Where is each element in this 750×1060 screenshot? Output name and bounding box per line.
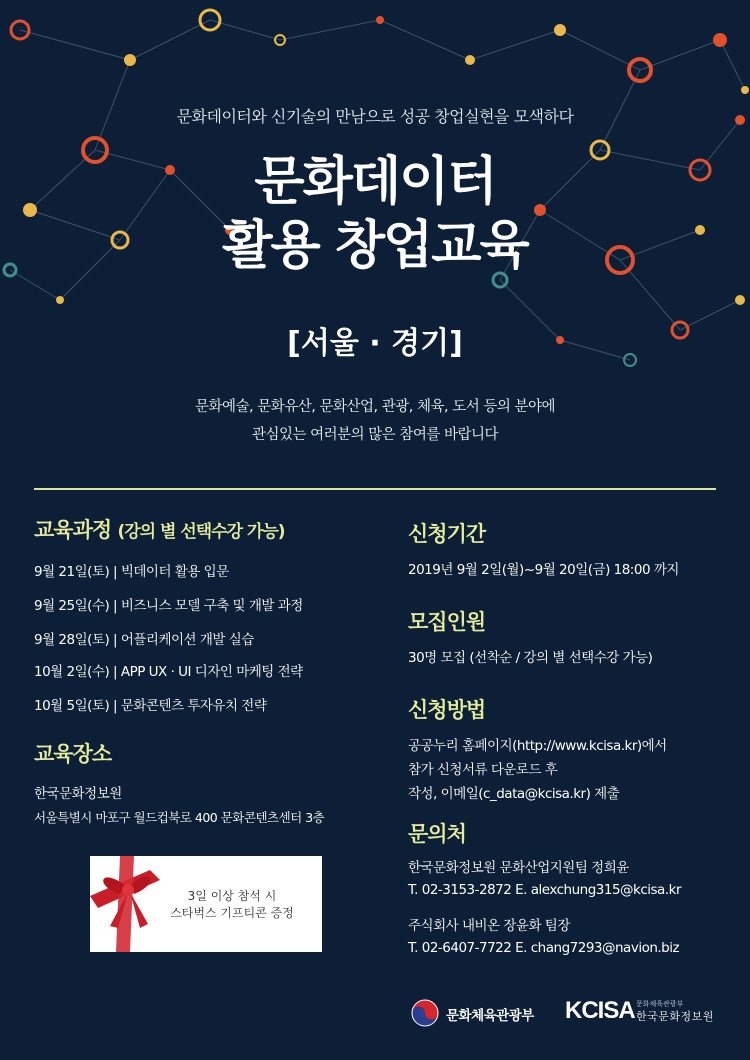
intro-line-1: 문화예술, 문화유산, 문화산업, 관광, 체육, 도서 등의 분야에	[195, 399, 555, 415]
recruitment-heading: 모집인원	[408, 610, 486, 634]
curriculum-subtitle: (강의 별 선택수강 가능)	[117, 522, 285, 542]
title-line-2: 활용 창업교육	[222, 216, 528, 276]
curriculum-heading	[34, 514, 285, 544]
title-line-1: 문화데이터	[254, 152, 496, 212]
region-label: [서울 · 경기]	[287, 326, 463, 361]
page-title	[0, 150, 750, 278]
gift-card	[90, 856, 322, 952]
mcst-logo-text: 문화체육관광부	[446, 1008, 534, 1024]
tagline: 문화데이터와 신기술의 만남으로 성공 창업실현을 모색하다	[176, 107, 574, 126]
curriculum-item: 9월 28일(토) | 어플리케이션 개발 실습	[34, 632, 254, 648]
application-period-heading: 신청기간	[408, 522, 486, 546]
application-method-line: 참가 신청서류 다운로드 후	[408, 762, 558, 778]
divider	[34, 488, 716, 490]
venue-address: 서울특별시 마포구 월드컵북로 400 문화콘텐츠센터 3층	[34, 810, 325, 825]
application-period-text: 2019년 9월 2일(월)~9월 20일(금) 18:00 까지	[408, 562, 679, 578]
intro-text	[0, 393, 750, 449]
venue-heading: 교육장소	[34, 742, 112, 766]
contact-person: 주식회사 내비온 장윤화 팀장	[408, 918, 570, 934]
contact-details: T. 02-3153-2872 E. alexchung315@kcisa.kr	[408, 882, 681, 898]
recruitment-text: 30명 모집 (선착순 / 강의 별 선택수강 가능)	[408, 650, 653, 666]
application-method-line: 작성, 이메일(c_data@kcisa.kr) 제출	[408, 786, 620, 802]
contact-heading: 문의처	[408, 822, 466, 846]
taeguk-icon	[410, 998, 440, 1028]
gift-line-1: 3일 이상 참석 시	[187, 889, 277, 903]
gift-line-2: 스타벅스 기프티콘 증정	[170, 906, 294, 920]
kcisa-logo: KCISA	[565, 997, 635, 1024]
intro-line-2: 관심있는 여러분의 많은 참여를 바랍니다	[251, 427, 499, 443]
application-method-line: 공공누리 홈페이지(http://www.kcisa.kr)에서	[408, 738, 667, 754]
contact-details: T. 02-6407-7722 E. chang7293@navion.biz	[408, 940, 680, 956]
curriculum-item: 10월 2일(수) | APP UX · UI 디자인 마케팅 전략	[34, 664, 303, 680]
contact-person: 한국문화정보원 문화산업지원팀 정희윤	[408, 860, 629, 876]
gift-text	[152, 888, 312, 922]
kcisa-ministry-text: 문화체육관광부	[636, 1000, 684, 1008]
curriculum-item: 9월 21일(토) | 빅데이터 활용 입문	[34, 564, 229, 580]
kcisa-name: 한국문화정보원	[636, 1010, 714, 1023]
curriculum-title: 교육과정	[34, 518, 112, 542]
application-method-heading: 신청방법	[408, 698, 486, 722]
venue-name: 한국문화정보원	[34, 786, 122, 802]
curriculum-item: 9월 25일(수) | 비즈니스 모델 구축 및 개발 과정	[34, 598, 303, 614]
curriculum-item: 10월 5일(토) | 문화콘텐츠 투자유치 전략	[34, 698, 267, 714]
